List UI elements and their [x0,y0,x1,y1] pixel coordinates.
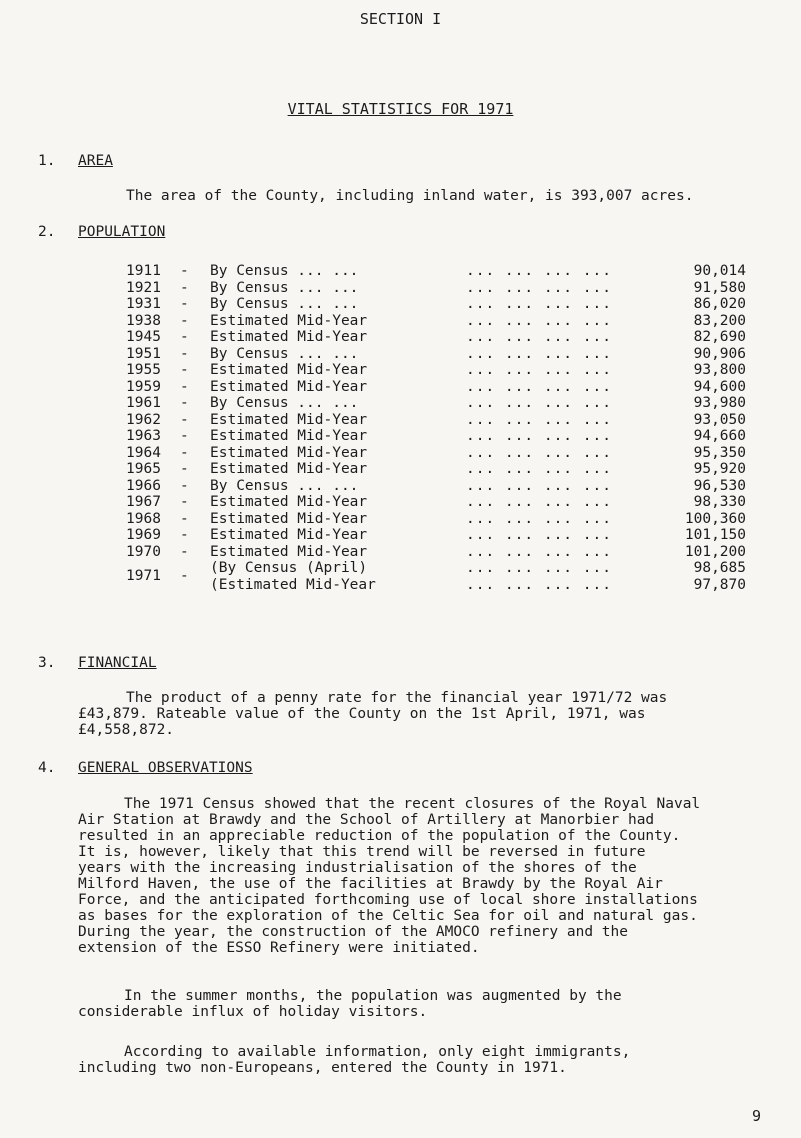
population-value: 83,200 [693,312,746,329]
population-description: By Census ... ... [210,279,359,296]
population-value: 96,530 [693,477,746,494]
population-description: Estimated Mid-Year [210,543,368,560]
population-year: 1967 [126,494,161,510]
population-dash: - [180,477,189,494]
para-line: considerable influx of holiday visitors. [78,1004,428,1020]
population-dash: - [180,543,189,560]
population-description: (Estimated Mid-Year [210,577,376,593]
population-row [126,544,746,561]
population-row [126,280,746,297]
population-description: By Census ... ... [210,345,359,362]
population-value: 98,685 [693,560,746,576]
para-line: It is, however, likely that this trend will be reversed in future [78,844,646,860]
leader-dots: ... ... ... ... [466,510,612,527]
population-row [126,346,746,363]
population-value: 86,020 [693,296,746,312]
area-number: 1. [38,153,56,169]
leader-dots: ... ... ... ... [466,296,612,312]
financial-line-1: The product of a penny rate for the financial year 1971/72 was [126,690,668,706]
population-row [126,379,746,396]
general-para-1 [78,796,700,956]
page-title: VITAL STATISTICS FOR 1971 [287,100,514,118]
population-year: 1961 [126,395,161,411]
population-value: 93,980 [693,395,746,411]
population-dash: - [180,296,189,312]
population-dash: - [180,510,189,527]
population-row [126,461,746,478]
population-description: Estimated Mid-Year [210,329,368,345]
leader-dots: ... ... ... ... [466,543,612,560]
population-year: 1959 [126,378,161,395]
population-year: 1962 [126,411,161,428]
population-year: 1971 [126,568,161,584]
population-year: 1963 [126,428,161,444]
general-number: 4. [38,760,56,776]
population-year: 1968 [126,510,161,527]
population-year: 1951 [126,345,161,362]
population-row [126,362,746,379]
population-year: 1969 [126,527,161,543]
population-dash: - [180,527,189,543]
population-value: 82,690 [693,329,746,345]
population-number: 2. [38,224,56,240]
population-dash: - [180,329,189,345]
population-value: 95,920 [693,461,746,477]
population-row [126,313,746,330]
population-year: 1938 [126,312,161,329]
population-value: 101,200 [684,543,746,560]
population-row [126,511,746,528]
area-text: The area of the County, including inland water, is 393,007 acres. [126,188,694,204]
leader-dots: ... ... ... ... [466,312,612,329]
leader-dots: ... ... ... ... [466,494,612,510]
population-value: 93,800 [693,362,746,378]
population-description: Estimated Mid-Year [210,461,368,477]
para-line: years with the increasing industrialisation of the shores of the [78,860,637,876]
leader-dots: ... ... ... ... [466,378,612,395]
para-line: resulted in an appreciable reduction of the population of the County. [78,828,681,844]
population-value: 95,350 [693,444,746,461]
population-dash: - [180,411,189,428]
leader-dots: ... ... ... ... [466,461,612,477]
general-para-2 [78,988,622,1020]
population-year: 1965 [126,461,161,477]
population-dash: - [180,444,189,461]
population-row [126,560,746,594]
population-value: 97,870 [693,577,746,593]
para-line: During the year, the construction of the AMOCO refinery and the [78,924,628,940]
population-year: 1921 [126,279,161,296]
population-value: 101,150 [684,527,746,543]
leader-dots: ... ... ... ... [466,560,612,576]
population-row [126,445,746,462]
population-table [126,263,746,594]
para-line: including two non-Europeans, entered the County in 1971. [78,1060,567,1076]
general-para-3 [78,1044,630,1076]
population-year: 1911 [126,263,161,279]
population-value: 94,600 [693,378,746,395]
leader-dots: ... ... ... ... [466,527,612,543]
general-heading: GENERAL OBSERVATIONS [78,760,253,776]
population-dash: - [180,279,189,296]
area-heading: AREA [78,153,113,169]
population-value: 98,330 [693,494,746,510]
para-line: The 1971 Census showed that the recent closures of the Royal Naval [124,796,701,812]
section-title: SECTION I [359,10,442,28]
population-row [126,263,746,280]
population-description: Estimated Mid-Year [210,411,368,428]
population-value: 100,360 [684,510,746,527]
population-heading: POPULATION [78,224,166,240]
population-description: Estimated Mid-Year [210,510,368,527]
population-value: 90,014 [693,263,746,279]
population-description: Estimated Mid-Year [210,312,368,329]
population-value: 91,580 [693,279,746,296]
population-year: 1945 [126,329,161,345]
para-line: Air Station at Brawdy and the School of Artillery at Manorbier had [78,812,655,828]
leader-dots: ... ... ... ... [466,263,612,279]
population-row [126,428,746,445]
leader-dots: ... ... ... ... [466,444,612,461]
population-year: 1964 [126,444,161,461]
financial-line-2: £43,879. Rateable value of the County on the 1st April, 1971, was [78,706,646,722]
para-line: Force, and the anticipated forthcoming use of local shore installations [78,892,698,908]
para-line: In the summer months, the population was augmented by the [124,988,622,1004]
population-dash: - [180,378,189,395]
population-value: 93,050 [693,411,746,428]
para-line: extension of the ESSO Refinery were initiated. [78,940,480,956]
financial-number: 3. [38,655,56,671]
leader-dots: ... ... ... ... [466,428,612,444]
population-description: Estimated Mid-Year [210,362,368,378]
population-row [126,494,746,511]
population-dash: - [180,345,189,362]
population-description: Estimated Mid-Year [210,378,368,395]
para-line: According to available information, only eight immigrants, [124,1044,631,1060]
population-dash: - [180,568,189,584]
population-description: Estimated Mid-Year [210,527,368,543]
leader-dots: ... ... ... ... [466,395,612,411]
population-description: Estimated Mid-Year [210,494,368,510]
population-year: 1966 [126,477,161,494]
population-row [126,412,746,429]
population-description: By Census ... ... [210,395,359,411]
population-dash: - [180,312,189,329]
population-row [126,329,746,346]
population-row [126,296,746,313]
population-description: Estimated Mid-Year [210,428,368,444]
population-year: 1955 [126,362,161,378]
population-dash: - [180,395,189,411]
population-description: (By Census (April) [210,560,368,576]
page-number: 9 [751,1107,761,1125]
leader-dots: ... ... ... ... [466,411,612,428]
population-description: By Census ... ... [210,263,359,279]
population-year: 1931 [126,296,161,312]
leader-dots: ... ... ... ... [466,477,612,494]
population-year: 1970 [126,543,161,560]
population-value: 94,660 [693,428,746,444]
leader-dots: ... ... ... ... [466,577,612,593]
leader-dots: ... ... ... ... [466,279,612,296]
leader-dots: ... ... ... ... [466,362,612,378]
population-value: 90,906 [693,345,746,362]
population-dash: - [180,362,189,378]
para-line: as bases for the exploration of the Celtic Sea for oil and natural gas. [78,908,698,924]
population-row [126,395,746,412]
population-dash: - [180,494,189,510]
population-row [126,527,746,544]
population-description: By Census ... ... [210,477,359,494]
population-row [126,478,746,495]
leader-dots: ... ... ... ... [466,329,612,345]
population-dash: - [180,428,189,444]
leader-dots: ... ... ... ... [466,345,612,362]
population-dash: - [180,461,189,477]
financial-line-3: £4,558,872. [78,722,175,738]
para-line: Milford Haven, the use of the facilities at Brawdy by the Royal Air [78,876,663,892]
financial-heading: FINANCIAL [78,655,157,671]
population-dash: - [180,263,189,279]
population-description: Estimated Mid-Year [210,444,368,461]
population-description: By Census ... ... [210,296,359,312]
